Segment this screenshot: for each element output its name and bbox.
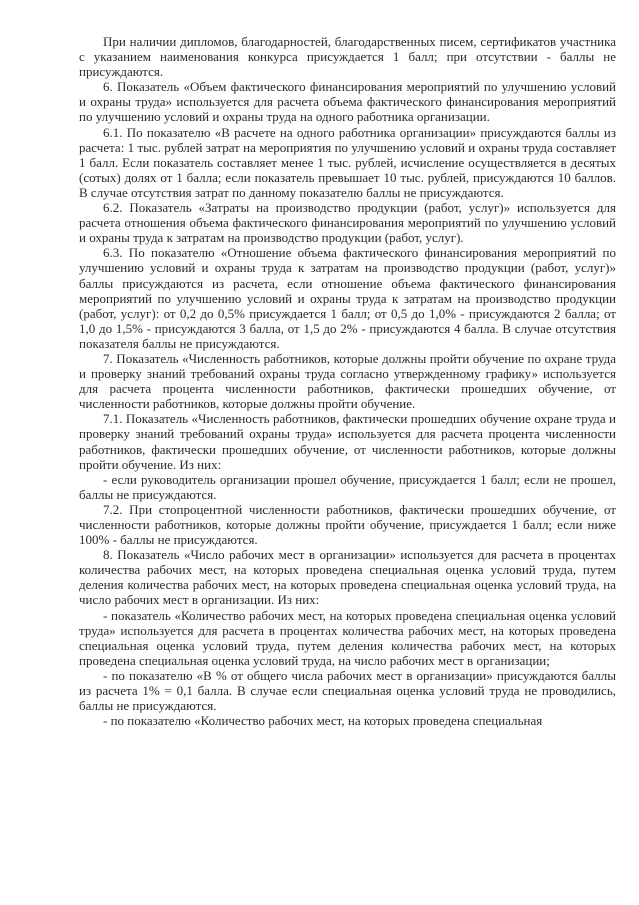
paragraph-8-item-2: - по показателю «В % от общего числа рабочих мест в организации» присуждаются баллы из расчета 1% = 0,1 балла. В случае если специальная оценка условий труда не проводились, баллы не присуждаются.	[79, 667, 616, 714]
paragraph-6-1: 6.1. По показателю «В расчете на одного работника организации» присуждаются баллы из расчета: 1 тыс. рублей затрат на мероприятия по улучшению условий и охраны труда составляет 1 балл. Если показатель составляет менее 1 тыс. рублей, исчисление осуществляется в десятых (сотых) долях от 1 балла; если показатель превышает 10 тыс. рублей, присуждаются 10 баллов. В случае отсутствия затрат по данному показателю баллы не присуждаются.	[79, 124, 616, 200]
document-page	[79, 34, 616, 728]
paragraph-awards: При наличии дипломов, благодарностей, благодарственных писем, сертификатов участника с указанием наименования конкурса присуждается 1 балл; при отсутствии - баллы не присуждаются.	[79, 34, 616, 80]
paragraph-7-1: 7.1. Показатель «Численность работников, фактически прошедших обучение охране труда и проверку знаний требований охраны труда» используется для расчета процента численности работников, фактически прошедших обучение, от численности работников, которые должны пройти обучение. Из них:	[79, 411, 616, 472]
paragraph-7: 7. Показатель «Численность работников, которые должны пройти обучение по охране труда и проверку знаний требований охраны труда согласно утвержденному графику» используется для расчета процента численности работников, фактически прошедших обучение, от численности работников, которые должны пройти обучение.	[79, 350, 616, 412]
paragraph-6: 6. Показатель «Объем фактического финансирования мероприятий по улучшению условий и охраны труда» используется для расчета объема фактического финансирования мероприятий по улучшению условий и охраны труда на одного работника организации.	[79, 79, 616, 125]
paragraph-8-item-3: - по показателю «Количество рабочих мест, на которых проведена специальная	[103, 713, 543, 729]
paragraph-7-1-item: - если руководитель организации прошел обучение, присуждается 1 балл; если не прошел, баллы не присуждаются.	[79, 471, 616, 502]
paragraph-6-3: 6.3. По показателю «Отношение объема фактического финансирования мероприятий по улучшению условий и охраны труда к затратам на производство продукции (работ, услуг)» баллы присуждаются из расчета, если отношение объема фактического финансирования мероприятий по улучшению условий и охраны труда к затратам на производство продукции (работ, услуг): от 0,2 до 0,5% присуждается 1 балл; от 0,5 до 1,0% - присуждаются 2 балла; от 1,0 до 1,5% - присуждаются 3 балла, от 1,5 до 2% - присуждаются 4 балла. В случае отсутствия показателя баллы не присуждаются.	[79, 245, 616, 351]
paragraph-7-2: 7.2. При стопроцентной численности работников, фактически прошедших обучение, от численности работников, которые должны пройти обучение, присуждается 1 балл; если ниже 100% - баллы не присуждаются.	[79, 501, 616, 548]
paragraph-6-2: 6.2. Показатель «Затраты на производство продукции (работ, услуг)» используется для расчета отношения объема фактического финансирования мероприятий по улучшению условий и охраны труда к затратам на производство продукции (работ, услуг).	[79, 200, 616, 246]
paragraph-8-item-1: - показатель «Количество рабочих мест, на которых проведена специальная оценка условий труда» используется для расчета в процентах количества рабочих мест, на которых проведена специальная оценка условий труда, путем деления количества рабочих мест, на которых проведена специальная оценка условий труда, на число рабочих мест в организации;	[79, 607, 616, 668]
paragraph-8: 8. Показатель «Число рабочих мест в организации» используется для расчета в процентах количества рабочих мест, на которых проведена специальная оценка условий труда, путем деления количества рабочих мест, на которых проведена специальная оценка условий труда, на число рабочих мест в организации. Из них:	[79, 547, 616, 608]
